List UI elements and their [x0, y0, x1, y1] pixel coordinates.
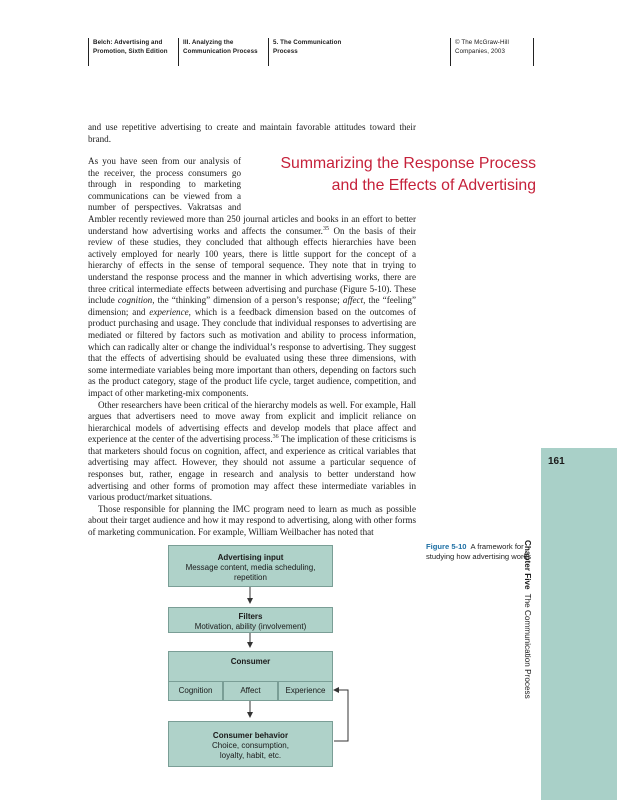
intro-paragraph: and use repetitive advertising to create and maintain favorable attitudes toward their brand.	[88, 122, 416, 144]
consumer-behavior-box: Consumer behavior Choice, consumption, loyalty, habit, etc.	[168, 721, 333, 767]
running-header	[0, 38, 617, 68]
consumer-box: Consumer	[168, 651, 333, 701]
header-copyright: © The McGraw-Hill Companies, 2003	[450, 38, 534, 66]
affect-cell: Affect	[223, 681, 278, 701]
wrap-paragraph: As you have seen from our analysis of the receiver, the process consumers go through in responding to marketing communications can be viewed from a number of perspectives. Vakratsas and	[88, 156, 241, 213]
filters-box: Filters Motivation, ability (involvement)	[168, 607, 333, 633]
paragraph-2: Other researchers have been critical of the hierarchy models as well. For example, Hall argues that advertisers need to move away from explicit and implicit reliance on hierarchical models of advertising effects and develop models that place affect and experience at the center of the advertising process.$^{36}$ The implication of these criticisms is that marketers should focus on cognition, affect, and experience as critical variables that advertising may affect. However, they should not assume a particular sequence of responses but, rather, engage in research and analysis to better understand how advertising and other forms of promotion may affect these intermediate variables in various product/market situations.	[88, 399, 417, 503]
chapter-side-tab	[541, 448, 617, 800]
paragraph-3: Those responsible for planning the IMC program need to learn as much as possible about their target audience and how it may respond to advertising, along with other forms of marketing communication. For example, William Weilbacher has noted that	[88, 503, 416, 538]
advertising-input-box: Advertising input Message content, media scheduling, repetition	[168, 545, 333, 587]
header-book-title: Belch: Advertising and Promotion, Sixth Edition	[88, 38, 175, 66]
section-title: Summarizing the Response Process and the Effects of Advertising	[280, 155, 536, 194]
chapter-tab-label: Chapter FiveThe Communication Process	[523, 540, 532, 699]
cognition-cell: Cognition	[168, 681, 223, 701]
main-body	[88, 214, 416, 539]
header-chapter-title: 5. The Communication Process	[268, 38, 449, 66]
header-part-title: III. Analyzing the Communication Process	[178, 38, 267, 66]
experience-cell: Experience	[278, 681, 333, 701]
figure-caption: Figure 5-10 A framework for studying how advertising works	[426, 542, 532, 561]
paragraph-1: Ambler recently reviewed more than 250 journal articles and books in an effort to better understand how advertising works and affects the consumer.$^{35}$ On the basis of their review of these studies, they concluded that although effects hierarchies have been actively employed for nearly 100 years, there is little support for the concept of a hierarchy of effects in the sense of temporal sequence. They note that in trying to understand the response process and the manner in which advertising works, there are three critical intermediate effects between advertising and purchase (Figure 5-10). These include cognition, the “thinking” dimension of a person’s response; affect, the “feeling” dimension; and experience, which is a feedback dimension based on the outcomes of product purchasing and usage. They conclude that individual responses to advertising are mediated or filtered by factors such as motivation and ability to process information, which can radically alter or change the individual’s response to advertising. They suggest that the effects of advertising should be evaluated using these three dimensions, with some intermediate variables being more important than others, depending on factors such as the product category, stage of the product life cycle, target audience, competition, and impact of other marketing-mix components.	[88, 214, 417, 398]
figure-diagram	[168, 545, 358, 780]
feedback-arrow	[334, 690, 348, 741]
page-number: 161	[548, 456, 565, 467]
